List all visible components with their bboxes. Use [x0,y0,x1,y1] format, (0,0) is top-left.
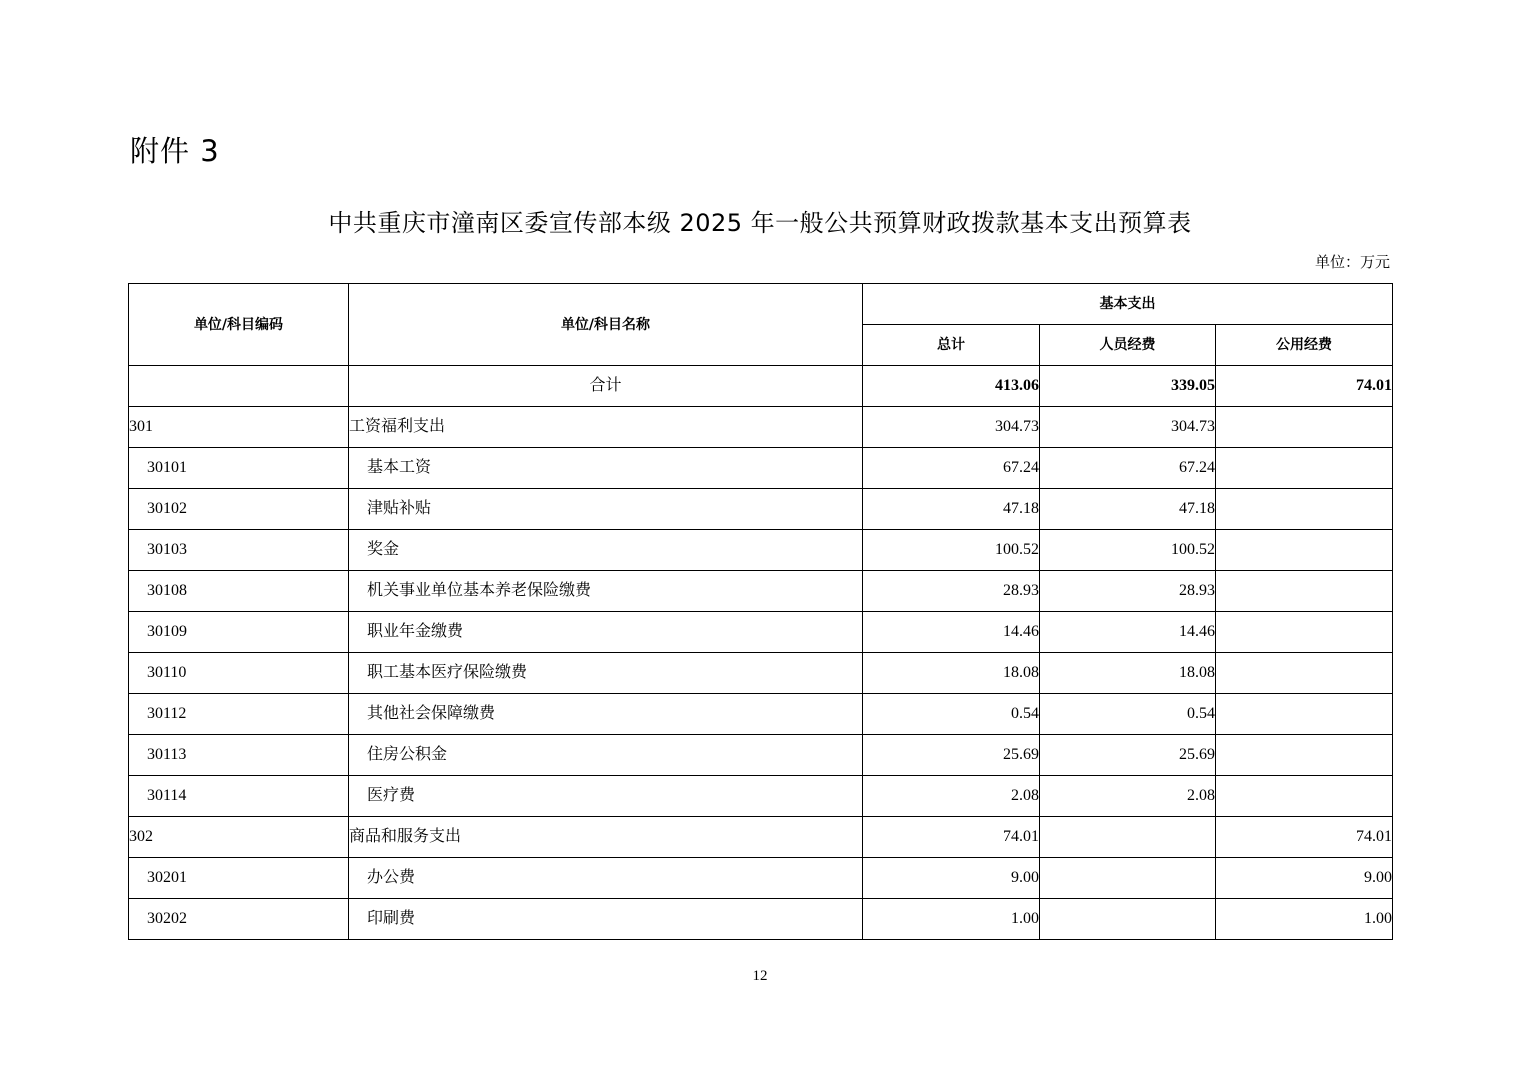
row-total: 18.08 [863,653,1040,694]
header-row-top [129,284,1393,325]
row-personnel [1040,899,1216,940]
row-total: 25.69 [863,735,1040,776]
row-name: 印刷费 [349,899,863,940]
table-row [129,817,1393,858]
unit-label: 单位：万元 [1314,255,1390,271]
row-public [1216,694,1393,735]
budget-table [128,283,1393,940]
row-code: 30110 [129,653,349,694]
row-total: 2.08 [863,776,1040,817]
row-code: 30202 [129,899,349,940]
header-code: 单位/科目编码 [129,284,349,366]
header-public: 公用经费 [1216,325,1393,366]
row-name: 基本工资 [349,448,863,489]
row-name: 商品和服务支出 [349,817,863,858]
row-personnel [1040,817,1216,858]
row-total: 1.00 [863,899,1040,940]
row-public: 9.00 [1216,858,1393,899]
row-public [1216,653,1393,694]
row-total: 47.18 [863,489,1040,530]
row-code: 30103 [129,530,349,571]
row-name: 奖金 [349,530,863,571]
table-row [129,899,1393,940]
row-public [1216,776,1393,817]
row-personnel: 0.54 [1040,694,1216,735]
row-code: 30201 [129,858,349,899]
row-name: 职业年金缴费 [349,612,863,653]
total-public: 74.01 [1216,366,1393,407]
row-code: 30113 [129,735,349,776]
row-public [1216,407,1393,448]
row-personnel [1040,858,1216,899]
row-personnel: 100.52 [1040,530,1216,571]
table-row [129,530,1393,571]
row-total: 9.00 [863,858,1040,899]
table-row [129,407,1393,448]
row-total: 0.54 [863,694,1040,735]
header-name: 单位/科目名称 [349,284,863,366]
row-name: 职工基本医疗保险缴费 [349,653,863,694]
row-personnel: 2.08 [1040,776,1216,817]
row-name: 医疗费 [349,776,863,817]
header-total: 总计 [863,325,1040,366]
row-public: 74.01 [1216,817,1393,858]
row-personnel: 47.18 [1040,489,1216,530]
total-code [129,366,349,407]
row-public [1216,735,1393,776]
row-public [1216,489,1393,530]
row-public [1216,571,1393,612]
table-row [129,571,1393,612]
row-total: 28.93 [863,571,1040,612]
row-personnel: 28.93 [1040,571,1216,612]
table-row [129,694,1393,735]
table-row [129,776,1393,817]
row-code: 302 [129,817,349,858]
row-code: 30114 [129,776,349,817]
total-label: 合计 [349,366,863,407]
row-name: 机关事业单位基本养老保险缴费 [349,571,863,612]
row-personnel: 18.08 [1040,653,1216,694]
table-row [129,653,1393,694]
row-personnel: 14.46 [1040,612,1216,653]
table-row [129,612,1393,653]
row-public [1216,612,1393,653]
total-personnel: 339.05 [1040,366,1216,407]
header-basic-expenditure: 基本支出 [863,284,1393,325]
row-total: 304.73 [863,407,1040,448]
total-amount: 413.06 [863,366,1040,407]
row-personnel: 304.73 [1040,407,1216,448]
row-code: 30112 [129,694,349,735]
page-number: 12 [752,968,768,984]
row-total: 67.24 [863,448,1040,489]
attachment-label: 附件 3 [130,134,220,168]
table-row [129,489,1393,530]
row-personnel: 25.69 [1040,735,1216,776]
row-code: 30109 [129,612,349,653]
row-total: 100.52 [863,530,1040,571]
row-public [1216,448,1393,489]
row-code: 30101 [129,448,349,489]
table-row [129,448,1393,489]
row-name: 办公费 [349,858,863,899]
row-code: 301 [129,407,349,448]
row-total: 74.01 [863,817,1040,858]
table-row [129,858,1393,899]
row-code: 30108 [129,571,349,612]
row-total: 14.46 [863,612,1040,653]
row-public [1216,530,1393,571]
document-title: 中共重庆市潼南区委宣传部本级 2025 年一般公共预算财政拨款基本支出预算表 [328,209,1192,237]
row-public: 1.00 [1216,899,1393,940]
row-name: 工资福利支出 [349,407,863,448]
total-row [129,366,1393,407]
row-code: 30102 [129,489,349,530]
table-row [129,735,1393,776]
row-name: 津贴补贴 [349,489,863,530]
row-name: 住房公积金 [349,735,863,776]
header-personnel: 人员经费 [1040,325,1216,366]
row-personnel: 67.24 [1040,448,1216,489]
row-name: 其他社会保障缴费 [349,694,863,735]
